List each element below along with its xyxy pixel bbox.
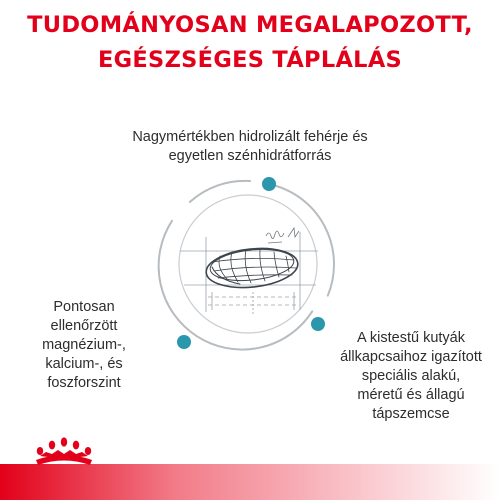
feature-minerals-text — [20, 298, 148, 393]
feature-kibble-line-5: tápszemcse — [372, 406, 450, 422]
feature-minerals-line-5: foszforszint — [47, 375, 121, 391]
feature-kibble-line-3: speciális alakú, — [361, 368, 461, 384]
kibble-blueprint-diagram — [148, 164, 348, 364]
feature-protein-line-2: egyetlen szénhidrátforrás — [168, 148, 332, 164]
feature-kibble-line-2: állkapcsaihoz igazított — [340, 349, 482, 365]
feature-protein-text — [100, 128, 400, 166]
crown-logo-icon — [26, 432, 102, 468]
accent-dot-left — [177, 335, 191, 349]
footer-bar — [0, 464, 500, 500]
page-title — [0, 8, 500, 78]
inner-circle — [179, 195, 317, 333]
page-title-line-1: TUDOMÁNYOSAN MEGALAPOZOTT, — [27, 12, 473, 38]
page-title-line-2: EGÉSZSÉGES TÁPLÁLÁS — [97, 47, 403, 73]
feature-protein-line-1: Nagymértékben hidrolizált fehérje és — [132, 129, 368, 145]
feature-kibble-line-4: méretű és állagú — [357, 387, 465, 403]
accent-dot-top — [262, 177, 276, 191]
feature-kibble-text — [322, 329, 500, 424]
footer-gradient — [0, 464, 500, 500]
feature-minerals-line-2: ellenőrzött — [50, 318, 118, 334]
feature-kibble-line-1: A kistestű kutyák — [357, 330, 465, 346]
feature-minerals-line-4: kalcium-, és — [45, 356, 123, 372]
feature-minerals-line-3: magnézium-, — [42, 337, 126, 353]
feature-minerals-line-1: Pontosan — [53, 299, 115, 315]
accent-dot-right — [311, 317, 325, 331]
